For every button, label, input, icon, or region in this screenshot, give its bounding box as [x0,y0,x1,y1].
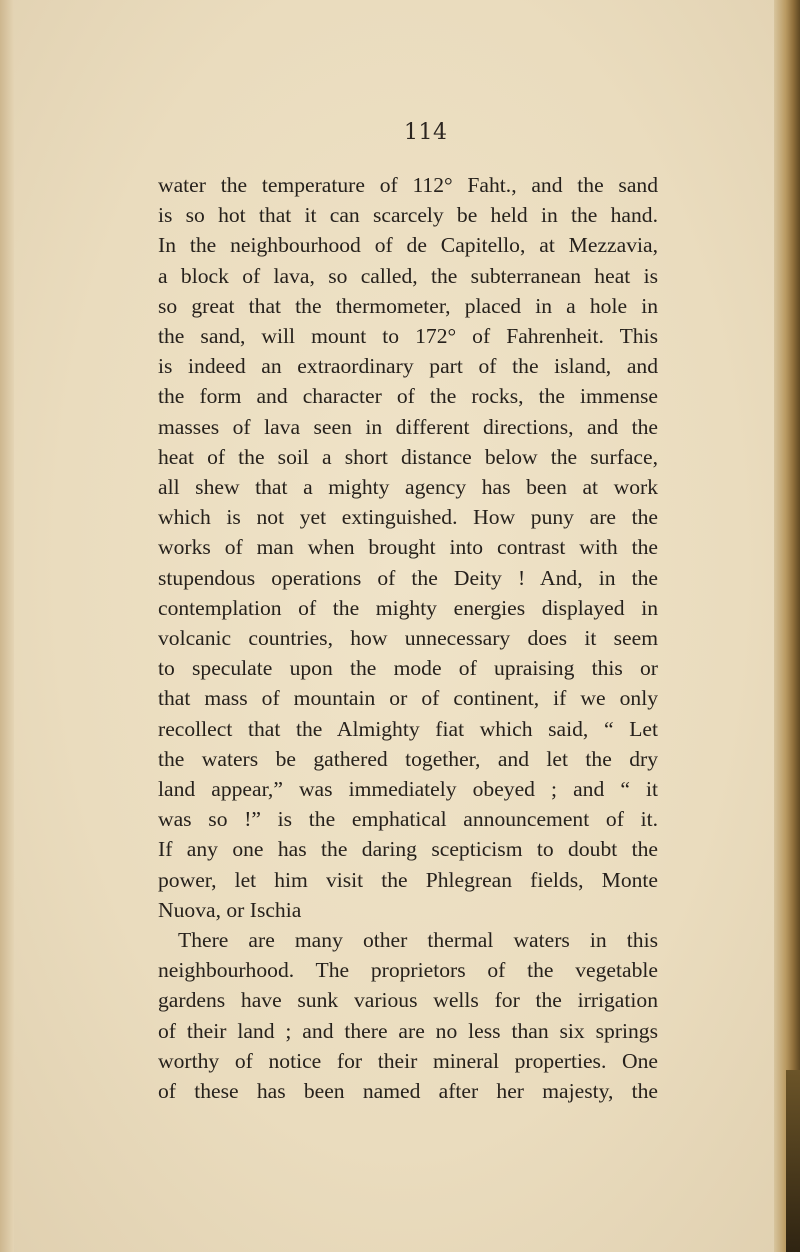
text-line: was so !” is the emphatical announcement of it. [158,807,658,832]
text-line: masses of lava seen in different directions, and the [158,414,658,439]
text-line: the form and character of the rocks, the immense [158,384,658,409]
text-line: gardens have sunk various wells for the irrigation [158,988,658,1013]
text-line: is indeed an extraordinary part of the island, and [158,354,658,379]
text-line: land appear,” was immediately obeyed ; and “ it [158,777,658,802]
text-line: contemplation of the mighty energies displayed in [158,595,658,620]
text-line: heat of the soil a short distance below the surface, [158,444,658,469]
text-line: stupendous operations of the Deity ! And, in the [158,565,658,590]
text-line: all shew that a mighty agency has been at work [158,475,658,500]
text-line: Nuova, or Ischia [158,897,302,922]
text-line: volcanic countries, how unnecessary does it seem [158,626,658,651]
text-line: the sand, will mount to 172° of Fahrenheit. This [158,324,658,349]
page-binding-edge [774,0,800,1252]
text-line: of their land ; and there are no less than six springs [158,1018,658,1043]
text-line: is so hot that it can scarcely be held in the hand. [158,203,658,228]
body-text [158,170,658,1106]
text-line: so great that the thermometer, placed in a hole in [158,293,658,318]
text-line: that mass of mountain or of continent, if we only [158,686,658,711]
text-line: a block of lava, so called, the subterranean heat is [158,263,658,288]
text-line: water the temperature of 112° Faht., and the sand [158,173,658,197]
text-line: If any one has the daring scepticism to doubt the [158,837,658,862]
text-line: which is not yet extinguished. How puny are the [158,505,658,530]
text-line: to speculate upon the mode of upraising this or [158,656,658,681]
text-line: There are many other thermal waters in this [178,928,658,953]
text-line: the waters be gathered together, and let the dry [158,746,658,771]
page-left-edge [0,0,14,1252]
text-line: power, let him visit the Phlegrean fields, Monte [158,867,658,892]
text-line: neighbourhood. The proprietors of the vegetable [158,958,658,983]
text-line: works of man when brought into contrast with the [158,535,658,560]
page-number: 114 [404,120,448,145]
text-line: recollect that the Almighty fiat which said, “ Let [158,716,658,741]
page-binding-shadow [786,1070,800,1252]
text-line: worthy of notice for their mineral properties. One [158,1048,658,1073]
text-line: of these has been named after her majesty, the [158,1079,658,1104]
text-line: In the neighbourhood of de Capitello, at Mezzavia, [158,233,658,258]
